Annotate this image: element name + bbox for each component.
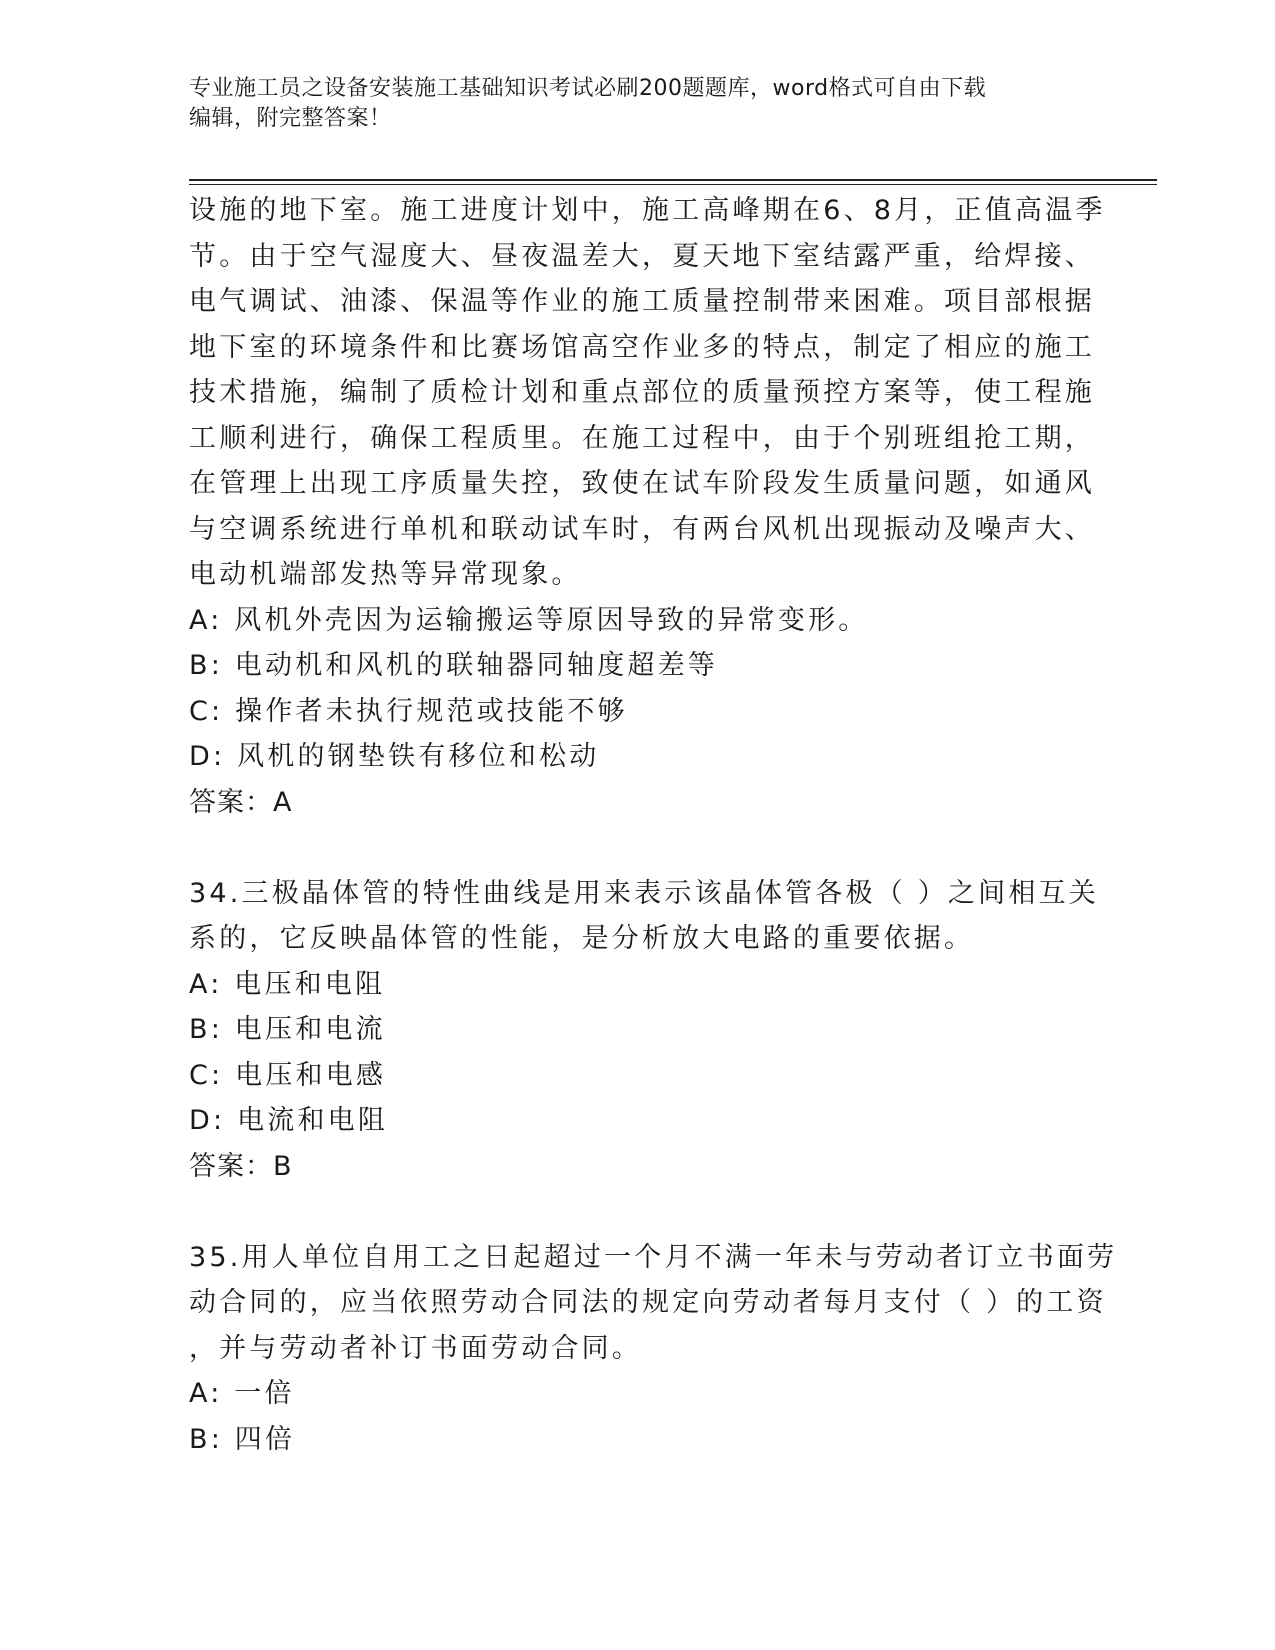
question-spacer (189, 1189, 1089, 1235)
question-stem-line: 技术措施，编制了质检计划和重点部位的质量预控方案等，使工程施 (189, 377, 1095, 408)
document-body (189, 188, 1118, 1462)
header-title-line-2: 编辑，附完整答案！ (189, 106, 392, 131)
option-b: B: 电动机和风机的联轴器同轴度超差等 (189, 650, 719, 681)
question-stem-line: 在管理上出现工序质量失控，致使在试车阶段发生质量问题，如通风 (189, 468, 1095, 499)
option-a: A: 一倍 (189, 1378, 295, 1409)
question-35 (189, 1235, 1118, 1463)
question-stem-line: 动合同的，应当依照劳动合同法的规定向劳动者每月支付（ ）的工资 (189, 1287, 1107, 1318)
option-b: B: 四倍 (189, 1423, 296, 1455)
question-stem-line: 工顺利进行，确保工程质里。在施工过程中，由于个别班组抢工期， (189, 422, 1095, 454)
question-stem-line: 设施的地下室。施工进度计划中，施工高峰期在6、8月，正值高温季 (189, 195, 1106, 226)
answer-label: 答案：A (189, 786, 293, 818)
question-34 (189, 871, 1099, 1190)
question-stem-line: 35.用人单位自用工之日起超过一个月不满一年未与劳动者订立书面劳 (189, 1241, 1118, 1273)
document-header (189, 74, 1069, 134)
question-stem-line: 34.三极晶体管的特性曲线是用来表示该晶体管各极（ ）之间相互关 (189, 877, 1099, 909)
option-c: C: 电压和电感 (189, 1059, 387, 1091)
option-a: A: 电压和电阻 (189, 968, 386, 1000)
question-stem-line: 节。由于空气湿度大、昼夜温差大，夏天地下室结露严重，给焊接、 (189, 240, 1095, 272)
question-stem-line: 地下室的环境条件和比赛场馆高空作业多的特点，制定了相应的施工 (189, 331, 1095, 363)
question-stem-line: 与空调系统进行单机和联动试车时，有两台风机出现振动及噪声大、 (189, 513, 1095, 545)
question-stem-line: 电动机端部发热等异常现象。 (189, 559, 582, 590)
option-a: A: 风机外壳因为运输搬运等原因导致的异常变形。 (189, 604, 869, 636)
question-stem-line: ，并与劳动者补订书面劳动合同。 (189, 1332, 642, 1364)
question-stem-line: 系的，它反映晶体管的性能，是分析放大电路的重要依据。 (189, 923, 975, 954)
option-b: B: 电压和电流 (189, 1014, 386, 1045)
option-d: D: 电流和电阻 (189, 1105, 389, 1136)
option-c: C: 操作者未执行规范或技能不够 (189, 695, 628, 727)
question-33 (189, 188, 1106, 825)
header-divider (189, 179, 1157, 185)
answer-label: 答案：B (189, 1150, 293, 1182)
question-spacer (189, 825, 1089, 871)
header-title-line-1: 专业施工员之设备安装施工基础知识考试必刷200题题库，word格式可自由下载 (189, 76, 987, 101)
option-d: D: 风机的钢垫铁有移位和松动 (189, 741, 600, 772)
question-stem-line: 电气调试、油漆、保温等作业的施工质量控制带来困难。项目部根据 (189, 286, 1095, 317)
